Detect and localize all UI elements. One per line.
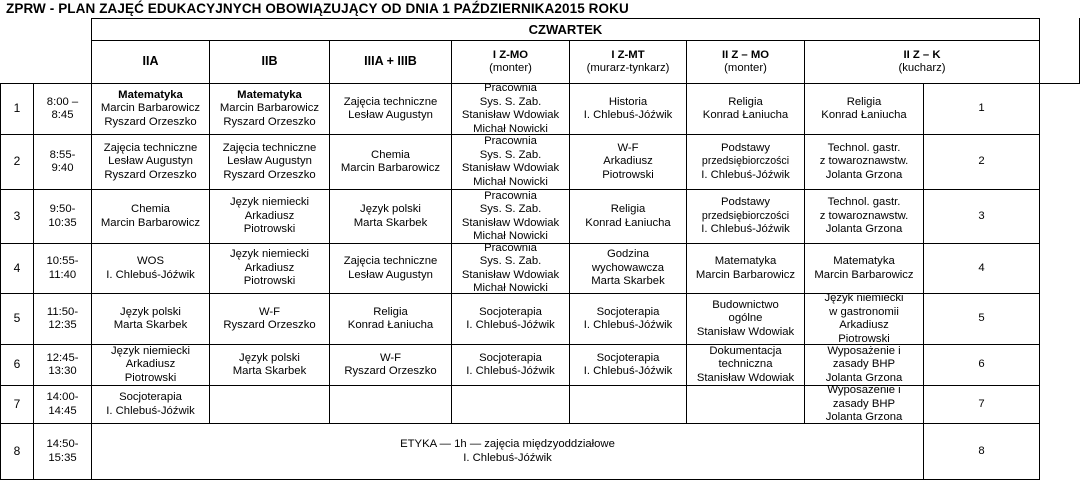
header-iib: IIB (210, 41, 330, 84)
teacher: Piotrowski (124, 371, 177, 384)
teacher: Marcin Barbarowicz (695, 268, 796, 281)
row-number: 6 (0, 345, 34, 386)
subject: Socjoterapia (119, 391, 182, 403)
subject: Budownictwo (712, 298, 779, 311)
teacher: Arkadiusz (244, 261, 295, 274)
time-start: 14:50- (46, 438, 79, 450)
time-end: 11:40 (48, 268, 77, 281)
teacher: Jolanta Grzona (825, 371, 903, 384)
subject: Religia (728, 95, 763, 108)
empty-cell (330, 386, 452, 424)
lesson-cell (330, 135, 452, 190)
time-end: 9:40 (51, 162, 74, 174)
row-number: 2 (0, 135, 34, 190)
teacher: I. Chlebuś-Jóźwik (466, 365, 555, 377)
subject: Język niemiecki (229, 196, 310, 209)
subject: Religia (846, 95, 882, 108)
teacher: Marcin Barbarowicz (814, 268, 914, 281)
corner-cell (0, 18, 92, 84)
teacher: Stanisław Wdowiak (461, 216, 560, 229)
row-number: 5 (0, 294, 34, 345)
subject: Zajęcia techniczne (103, 141, 198, 154)
lesson-cell (210, 135, 330, 190)
header-izmo (452, 41, 570, 84)
row-number: 8 (0, 424, 34, 480)
teacher: Stanisław Wdowiak (696, 371, 795, 384)
teacher: I. Chlebuś-Jóźwik (583, 319, 673, 331)
subject-detail: Sys. S. Zab. (479, 148, 542, 161)
lesson-cell (92, 244, 210, 294)
lesson-cell (570, 345, 687, 386)
teacher: Stanisław Wdowiak (461, 162, 560, 174)
teacher: Ryszard Orzeszko (223, 168, 316, 181)
header-iiia-iiib: IIIA + IIIB (330, 41, 452, 84)
teacher: I. Chlebuś-Jóźwik (701, 168, 790, 181)
lesson-cell (687, 135, 805, 190)
teacher: Marcin Barbarowicz (100, 102, 201, 115)
lesson-cell (570, 190, 687, 244)
row-number: 4 (924, 244, 1040, 294)
subject-detail: w gastronomii (829, 305, 899, 318)
teacher: Konrad Łaniucha (585, 216, 671, 229)
subject: Socjoterapia (479, 305, 542, 318)
time-start: 11:50- (46, 305, 79, 318)
teacher: Jolanta Grzona (825, 411, 903, 424)
lesson-cell (92, 190, 210, 244)
time-start: 8:00 – (46, 95, 79, 108)
lesson-cell (330, 190, 452, 244)
teacher: Ryszard Orzeszko (344, 365, 437, 377)
header-iizk-sub: (kucharz) (898, 62, 946, 74)
subject: Pracownia (484, 82, 537, 94)
teacher: Arkadiusz (603, 155, 653, 168)
teacher: Ryszard Orzeszko (223, 115, 316, 128)
row-number: 7 (924, 386, 1040, 424)
subject: Dokumentacja (709, 344, 782, 357)
empty-cell (452, 386, 570, 424)
lesson-time (34, 135, 92, 190)
teacher: Piotrowski (243, 223, 296, 236)
header-izmo-title: I Z-MO (492, 48, 529, 61)
corner-cell-right (1040, 18, 1080, 84)
lesson-cell (452, 294, 570, 345)
subject: Historia (608, 95, 648, 108)
row-number: 8 (924, 424, 1040, 480)
subject: Socjoterapia (596, 305, 660, 318)
header-izmt-title: I Z-MT (611, 48, 645, 61)
lesson-cell (570, 294, 687, 345)
lesson-cell (687, 244, 805, 294)
subject: Pracownia (484, 135, 537, 147)
subject: Pracownia (484, 189, 537, 202)
header-iizmo (687, 41, 805, 84)
teacher: Arkadiusz (244, 209, 295, 222)
teacher: Michał Nowicki (473, 175, 548, 188)
page-title: ZPRW - PLAN ZAJĘĆ EDUKACYJNYCH OBOWIĄZUJĄCY OD DNIA 1 PAŹDZIERNIKA2015 ROKU (6, 1, 629, 16)
header-iizk-title: II Z – K (903, 48, 941, 61)
teacher: Marcin Barbarowicz (100, 216, 201, 229)
subject-detail: przedsiębiorczości (701, 209, 790, 222)
lesson-cell (687, 345, 805, 386)
teacher: I. Chlebuś-Jóźwik (701, 223, 790, 236)
teacher: Michał Nowicki (473, 282, 548, 294)
subject: ETYKA — 1h — zajęcia międzyoddziałowe (400, 438, 615, 450)
lesson-time (34, 424, 92, 480)
teacher: Konrad Łaniucha (821, 109, 907, 121)
subject-detail: Sys. S. Zab. (479, 203, 542, 215)
teacher: Stanisław Wdowiak (461, 109, 560, 121)
lesson-cell (330, 244, 452, 294)
subject-detail: zasady BHP (832, 397, 896, 410)
day-header: CZWARTEK (92, 18, 1040, 41)
subject-detail: wychowawcza (591, 261, 665, 274)
subject: Religia (610, 203, 646, 215)
teacher: I. Chlebuś-Jóźwik (583, 109, 673, 121)
teacher: I. Chlebuś-Jóźwik (106, 404, 195, 417)
time-end: 10:35 (48, 216, 77, 229)
subject-detail: z towaroznawstw. (819, 209, 909, 222)
teacher: Michał Nowicki (473, 122, 548, 135)
teacher: Stanisław Wdowiak (696, 325, 795, 338)
lesson-cell (210, 345, 330, 386)
header-iizmo-sub: (monter) (724, 62, 767, 74)
subject: Socjoterapia (596, 351, 660, 364)
subject: Godzina (606, 248, 650, 261)
time-start: 12:45- (46, 351, 79, 364)
teacher: Jolanta Grzona (825, 168, 903, 181)
teacher: Ryszard Orzeszko (223, 319, 316, 331)
lesson-time (34, 244, 92, 294)
teacher: Arkadiusz (125, 358, 176, 371)
teacher: Ryszard Orzeszko (104, 115, 197, 128)
lesson-cell (452, 135, 570, 190)
subject: Socjoterapia (479, 351, 542, 364)
row-number: 2 (924, 135, 1040, 190)
teacher: Ryszard Orzeszko (104, 168, 197, 181)
lesson-time (34, 84, 92, 135)
time-end: 15:35 (48, 451, 77, 464)
empty-cell (570, 386, 687, 424)
time-end: 14:45 (48, 404, 77, 417)
lesson-cell (687, 190, 805, 244)
teacher: Marcin Barbarowicz (219, 102, 320, 115)
lesson-cell (330, 345, 452, 386)
lesson-cell (210, 84, 330, 135)
teacher: I. Chlebuś-Jóźwik (466, 319, 555, 331)
lesson-cell (805, 294, 924, 345)
subject: Religia (373, 305, 408, 318)
subject: Podstawy (721, 141, 770, 154)
subject: Język polski (120, 305, 181, 318)
teacher: I. Chlebuś-Jóźwik (106, 268, 195, 281)
subject: Język niemiecki (110, 344, 191, 357)
lesson-cell (805, 244, 924, 294)
subject: Technol. gastr. (827, 196, 901, 209)
teacher: Stanisław Wdowiak (461, 268, 560, 281)
subject-detail: ogólne (728, 312, 763, 325)
empty-cell (210, 386, 330, 424)
lesson-cell (92, 294, 210, 345)
row-number: 6 (924, 345, 1040, 386)
header-izmt-sub: (murarz-tynkarz) (586, 62, 670, 74)
header-iizk (805, 41, 1040, 84)
teacher: Jolanta Grzona (825, 223, 903, 236)
subject: Język polski (239, 351, 300, 364)
lesson-cell (452, 345, 570, 386)
teacher: Lesław Augustyn (227, 155, 312, 168)
empty-cell (687, 386, 805, 424)
header-izmt (570, 41, 687, 84)
subject: Matematyka (714, 255, 777, 267)
lesson-cell (687, 294, 805, 345)
teacher: Marta Skarbek (113, 319, 188, 331)
subject: Język niemiecki (229, 248, 310, 261)
teacher: Michał Nowicki (473, 230, 548, 242)
teacher: Konrad Łaniucha (702, 109, 789, 121)
lesson-time (34, 190, 92, 244)
subject-detail: zasady BHP (832, 358, 896, 371)
lesson-cell (805, 84, 924, 135)
lesson-cell (805, 386, 924, 424)
teacher: Marta Skarbek (353, 216, 428, 229)
subject: Język polski (360, 203, 421, 215)
time-start: 14:00- (46, 391, 79, 403)
teacher: Lesław Augustyn (348, 109, 433, 121)
subject: Matematyka (118, 88, 183, 101)
merged-lesson-cell (92, 424, 924, 480)
row-number: 1 (924, 84, 1040, 135)
lesson-cell (92, 345, 210, 386)
lesson-cell (570, 244, 687, 294)
teacher: Marcin Barbarowicz (340, 162, 441, 174)
lesson-cell (805, 345, 924, 386)
subject: WOS (137, 255, 164, 267)
lesson-cell (452, 84, 570, 135)
lesson-cell (452, 190, 570, 244)
subject: Zajęcia techniczne (343, 95, 438, 108)
row-number: 5 (924, 294, 1040, 345)
subject-detail: z towaroznawstw. (819, 155, 909, 168)
teacher: Piotrowski (243, 275, 296, 288)
subject-detail: techniczna (718, 358, 773, 371)
lesson-cell (330, 84, 452, 135)
subject: Chemia (371, 148, 410, 161)
row-number: 4 (0, 244, 34, 294)
time-end: 8:45 (51, 109, 74, 121)
row-number: 1 (0, 84, 34, 135)
time-start: 9:50- (49, 203, 76, 215)
subject: Zajęcia techniczne (343, 255, 438, 267)
lesson-cell (687, 84, 805, 135)
schedule-table (0, 18, 1080, 480)
subject: W-F (617, 141, 639, 154)
lesson-time (34, 345, 92, 386)
lesson-cell (210, 294, 330, 345)
teacher: Piotrowski (838, 332, 890, 345)
row-number: 3 (0, 190, 34, 244)
subject: W-F (379, 351, 402, 364)
lesson-cell (210, 190, 330, 244)
teacher: Konrad Łaniucha (347, 319, 434, 331)
subject: Język niemiecki (824, 292, 904, 304)
lesson-cell (330, 294, 452, 345)
subject: Matematyka (833, 255, 895, 267)
lesson-cell (92, 386, 210, 424)
lesson-cell (92, 84, 210, 135)
lesson-time (34, 294, 92, 345)
subject-detail: przedsiębiorczości (701, 155, 790, 168)
subject: Chemia (131, 203, 170, 215)
lesson-cell (92, 135, 210, 190)
subject: Technol. gastr. (827, 141, 901, 154)
subject: Zajęcia techniczne (222, 141, 317, 154)
subject: Matematyka (237, 88, 302, 101)
teacher: I. Chlebuś-Jóźwik (583, 365, 673, 377)
subject-detail: Sys. S. Zab. (479, 255, 542, 267)
teacher: Lesław Augustyn (108, 155, 193, 168)
subject: Pracownia (484, 241, 537, 254)
time-end: 12:35 (48, 319, 77, 331)
teacher: Arkadiusz (839, 319, 889, 331)
header-iizmo-title: II Z – MO (721, 48, 770, 61)
lesson-cell (570, 135, 687, 190)
lesson-cell (805, 190, 924, 244)
subject: Wyposażenie i (827, 384, 901, 397)
subject: W-F (258, 305, 281, 318)
teacher: Marta Skarbek (232, 365, 307, 377)
time-start: 10:55- (46, 255, 79, 267)
subject-detail: Sys. S. Zab. (479, 95, 542, 108)
row-number: 3 (924, 190, 1040, 244)
header-iia: IIA (92, 41, 210, 84)
time-end: 13:30 (48, 365, 77, 377)
teacher: I. Chlebuś-Jóźwik (463, 451, 552, 464)
teacher: Marta Skarbek (591, 275, 665, 288)
subject: Podstawy (721, 196, 770, 209)
lesson-cell (452, 241, 570, 294)
lesson-cell (570, 84, 687, 135)
lesson-cell (210, 244, 330, 294)
lesson-time (34, 386, 92, 424)
header-izmo-sub: (monter) (489, 62, 532, 74)
teacher: Lesław Augustyn (348, 268, 433, 281)
teacher: Piotrowski (602, 168, 654, 181)
lesson-cell (805, 135, 924, 190)
subject: Wyposażenie i (827, 344, 901, 357)
row-number: 7 (0, 386, 34, 424)
time-start: 8:55- (49, 148, 76, 161)
